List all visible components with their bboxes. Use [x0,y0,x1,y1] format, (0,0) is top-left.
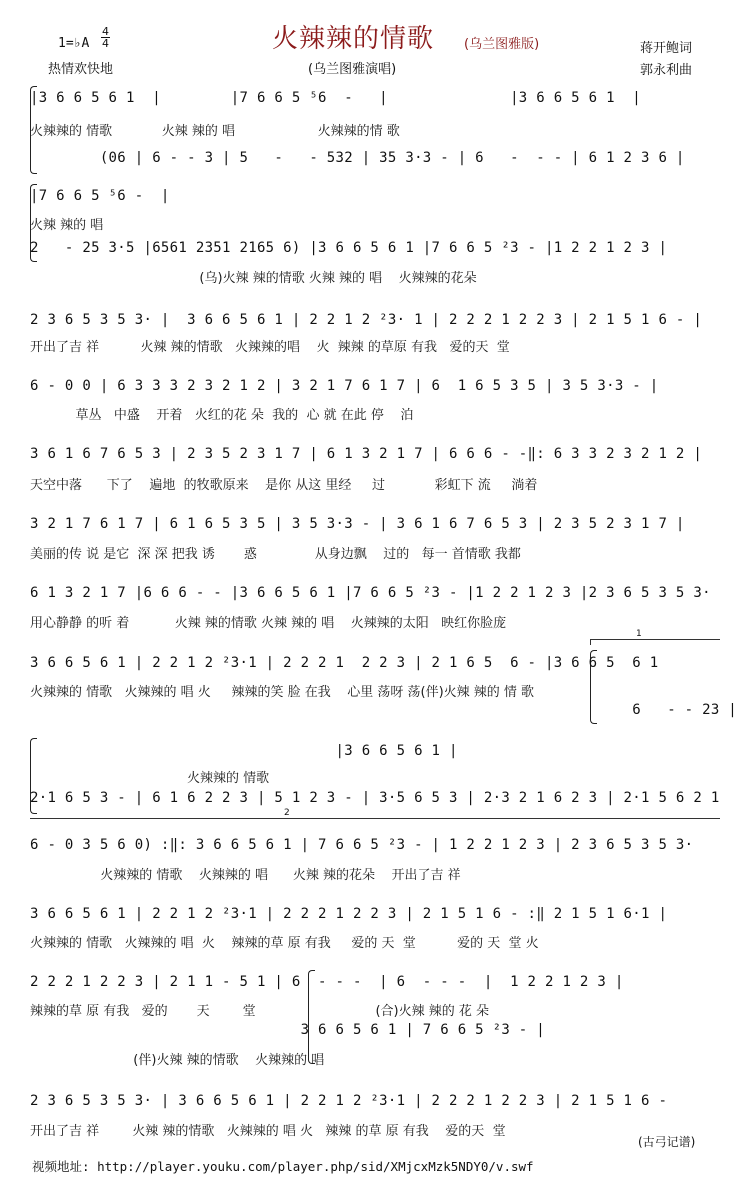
lyric-line: 开出了吉 祥 火辣 辣的情歌 火辣辣的唱 火 辣辣 的草原 有我 爱的天 堂 [30,340,510,355]
notation-line: 3 6 6 5 6 1 | 7 6 6 5 ²3 - | [30,1022,545,1038]
notation-line: 3 6 1 6 7 6 5 3 | 2 3 5 2 3 1 7 | 6 1 3 2 1 7 | 6 6 6 - -‖: 6 3 3 2 3 2 1 2 | [30,446,703,462]
volta-1-tick [590,639,591,645]
version-label: (乌兰图雅版) [464,37,540,52]
volta-2-line [30,818,720,819]
notation-line: 2·1 6 5 3 - | 6 1 6 2 2 3 | 5 1 2 3 - | 3·5 6 5 3 | 2·3 2 1 6 2 3 | 2·1 5 6 2 1 [30,790,720,806]
notation-line: 6 - 0 3 5 6 0) :‖: 3 6 6 5 6 1 | 7 6 6 5 ²3 - | 1 2 2 1 2 3 | 2 3 6 5 3 5 3· [30,837,694,853]
performer-label: (乌兰图雅演唱) [308,62,397,77]
lyric-line: 天空中落 下了 遍地 的牧歌原来 是你 从这 里经 过 彩虹下 流 淌着 [30,478,538,493]
lyric-line: (伴)火辣 辣的情歌 火辣辣的 唱 [30,1053,325,1068]
lyric-line: 火辣辣的 情歌 火辣辣的 唱 火 辣辣的草 原 有我 爱的 天 堂 爱的 天 堂 火 [30,936,539,951]
time-signature [101,26,110,49]
notation-line: 6 - 0 0 | 6 3 3 3 2 3 2 1 2 | 3 2 1 7 6 1 7 | 6 1 6 5 3 5 | 3 5 3·3 - | [30,378,659,394]
volta-1-number: 1 [636,629,642,639]
volta-2-number: 2 [284,808,290,818]
video-url: http://player.youku.com/player.php/sid/XMjcxMzk5NDY0/v.swf [97,1159,534,1174]
notation-line: 3 6 6 5 6 1 | 2 2 1 2 ²3·1 | 2 2 2 1 2 2 3 | 2 1 5 1 6 - :‖ 2 1 5 1 6·1 | [30,906,668,922]
notation-line: 2 - 25 3·5 |6561 2351 2165 6) |3 6 6 5 6 1 |7 6 6 5 ²3 - |1 2 2 1 2 3 | [30,240,668,256]
video-url-line [32,1157,534,1175]
lyric-line: 开出了吉 祥 火辣 辣的情歌 火辣辣的 唱 火 辣辣 的草 原 有我 爱的天 堂 [30,1124,506,1139]
notation-line: |3 6 6 5 6 1 | |7 6 6 5 ⁵6 - | |3 6 6 5 6 1 | [30,90,642,106]
notation-line: 2 3 6 5 3 5 3· | 3 6 6 5 6 1 | 2 2 1 2 ²3· 1 | 2 2 2 1 2 2 3 | 2 1 5 1 6 - | [30,312,703,328]
time-bottom: 4 [102,37,109,50]
time-top: 4 [102,25,109,38]
lyric-line: 辣辣的草 原 有我 爱的 天 堂 (合)火辣 辣的 花 朵 [30,1004,490,1019]
notation-line: 6 - - 23 | [30,702,738,718]
notation-line: 3 2 1 7 6 1 7 | 6 1 6 5 3 5 | 3 5 3·3 - | 3 6 1 6 7 6 5 3 | 2 3 5 2 3 1 7 | [30,516,685,532]
notation-line: 2 2 2 1 2 2 3 | 2 1 1 - 5 1 | 6 - - - | 6 - - - | 1 2 2 1 2 3 | [30,974,624,990]
lyric-line: 美丽的传 说 是它 深 深 把我 诱 惑 从身边飘 过的 每一 首情歌 我都 [30,547,521,562]
notation-line: 2 3 6 5 3 5 3· | 3 6 6 5 6 1 | 2 2 1 2 ²3·1 | 2 2 2 1 2 2 3 | 2 1 5 1 6 - [30,1093,668,1109]
lyric-line: 火辣辣的 情歌 [30,771,270,786]
lyric-line: 火辣辣的 情歌 火辣辣的 唱 火 辣辣的笑 脸 在我 心里 荡呀 荡(伴)火辣 辣的 情 歌 [30,685,535,700]
notation-line: (06 | 6 - - 3 | 5 - - 532 | 35 3·3 - | 6 - - - | 6 1 2 3 6 | [30,150,685,166]
lyric-line: 火辣辣的 情歌 火辣辣的 唱 火辣 辣的花朵 开出了吉 祥 [30,868,461,883]
composer-label: 郭永利曲 [640,63,693,78]
transcriber-credit: (古弓记谱) [638,1135,696,1149]
key-signature: 1=♭A [58,36,90,51]
volta-1-line [590,639,720,640]
lyric-line: 火辣辣的 情歌 火辣 辣的 唱 火辣辣的情 歌 [30,124,400,139]
lyric-line: (乌)火辣 辣的情歌 火辣 辣的 唱 火辣辣的花朵 [30,271,477,286]
notation-line: |7 6 6 5 ⁵6 - | [30,188,170,204]
tempo-marking: 热情欢快地 [48,62,114,77]
video-url-label: 视频地址: [32,1159,90,1174]
lyric-line: 火辣 辣的 唱 [30,218,104,233]
lyric-line: 用心静静 的听 着 火辣 辣的情歌 火辣 辣的 唱 火辣辣的太阳 映红你脸庞 [30,616,507,631]
lyric-line: 草丛 中盛 开着 火红的花 朵 我的 心 就 在此 停 泊 [30,408,414,423]
notation-line: 6 1 3 2 1 7 |6 6 6 - - |3 6 6 5 6 1 |7 6 6 5 ²3 - |1 2 2 1 2 3 |2 3 6 5 3 5 3· [30,585,711,601]
lyricist-label: 蒋开鲍词 [640,41,693,56]
notation-line: 3 6 6 5 6 1 | 2 2 1 2 ²3·1 | 2 2 2 1 2 2 3 | 2 1 6 5 6 - |3 6 6 5 6 1 [30,655,659,671]
song-title: 火辣辣的情歌 [272,24,435,54]
notation-line: |3 6 6 5 6 1 | [30,743,458,759]
